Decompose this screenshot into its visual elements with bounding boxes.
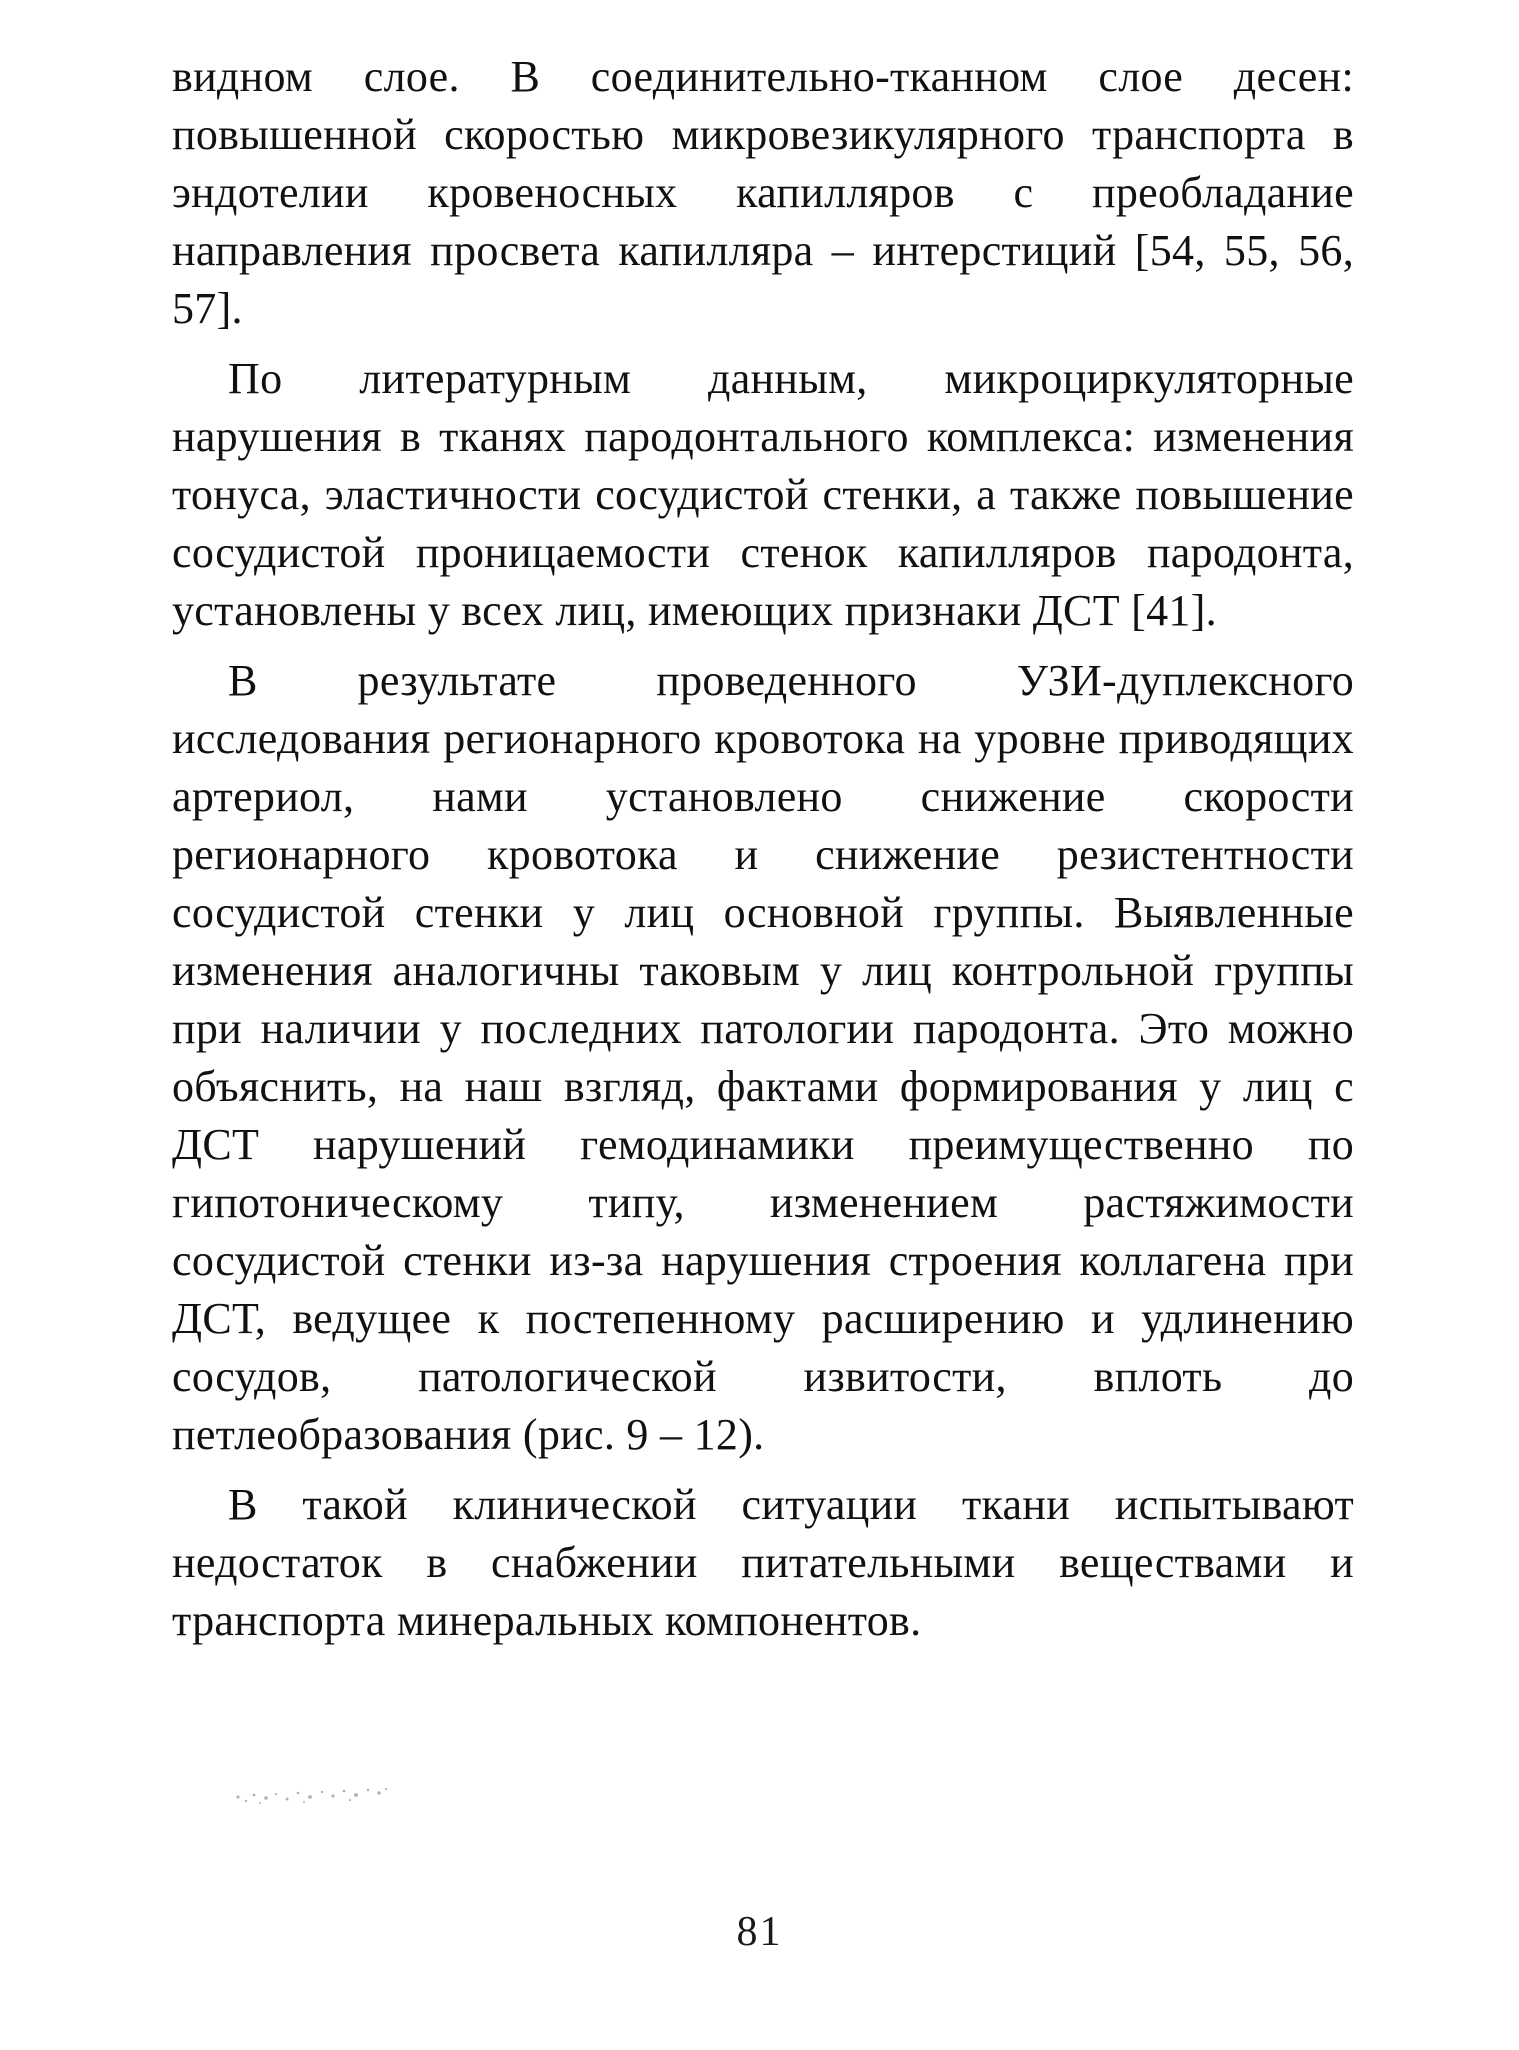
paragraph-continuation: видном слое. В соединительно-тканном слое десен: повышенной скоростью микровезикулярного транспорта в эндотелии кровеносных капилляров с преобладание направления просвета капилляра – интерстиций [54, 55, 56, 57].	[172, 52, 1354, 333]
paragraph-clinical-situation: В такой клинической ситуации ткани испытывают недостаток в снабжении питательными веществами и транспорта минеральных компонентов.	[172, 1480, 1354, 1645]
body-text	[172, 48, 1354, 1650]
paragraph-microcirculation: По литературным данным, микроциркуляторные нарушения в тканях пародонтального комплекса: изменения тонуса, эластичности сосудистой стенки, а также повышение сосудистой проницаемости стенок капилляров пародонта, установлены у всех лиц, имеющих признаки ДСТ [41].	[172, 354, 1354, 635]
paragraph-ultrasound-results: В результате проведенного УЗИ-дуплексного исследования регионарного кровотока на уровне приводящих артериол, нами установлено снижение скорости регионарного кровотока и снижение резистентности сосудистой стенки у лиц основной группы. Выявленные изменения аналогичны таковым у лиц контрольной группы при наличии у последних патологии пародонта. Это можно объяснить, на наш взгляд, фактами формирования у лиц с ДСТ нарушений гемодинамики преимущественно по гипотоническому типу, изменением растяжимости сосудистой стенки из-за нарушения строения коллагена при ДСТ, ведущее к постепенному расширению и удлинению сосудов, патологической извитости, вплоть до петлеобразования (рис. 9 – 12).	[172, 656, 1354, 1459]
page-number: 81	[736, 1909, 783, 1955]
scan-smudge	[232, 1783, 392, 1809]
